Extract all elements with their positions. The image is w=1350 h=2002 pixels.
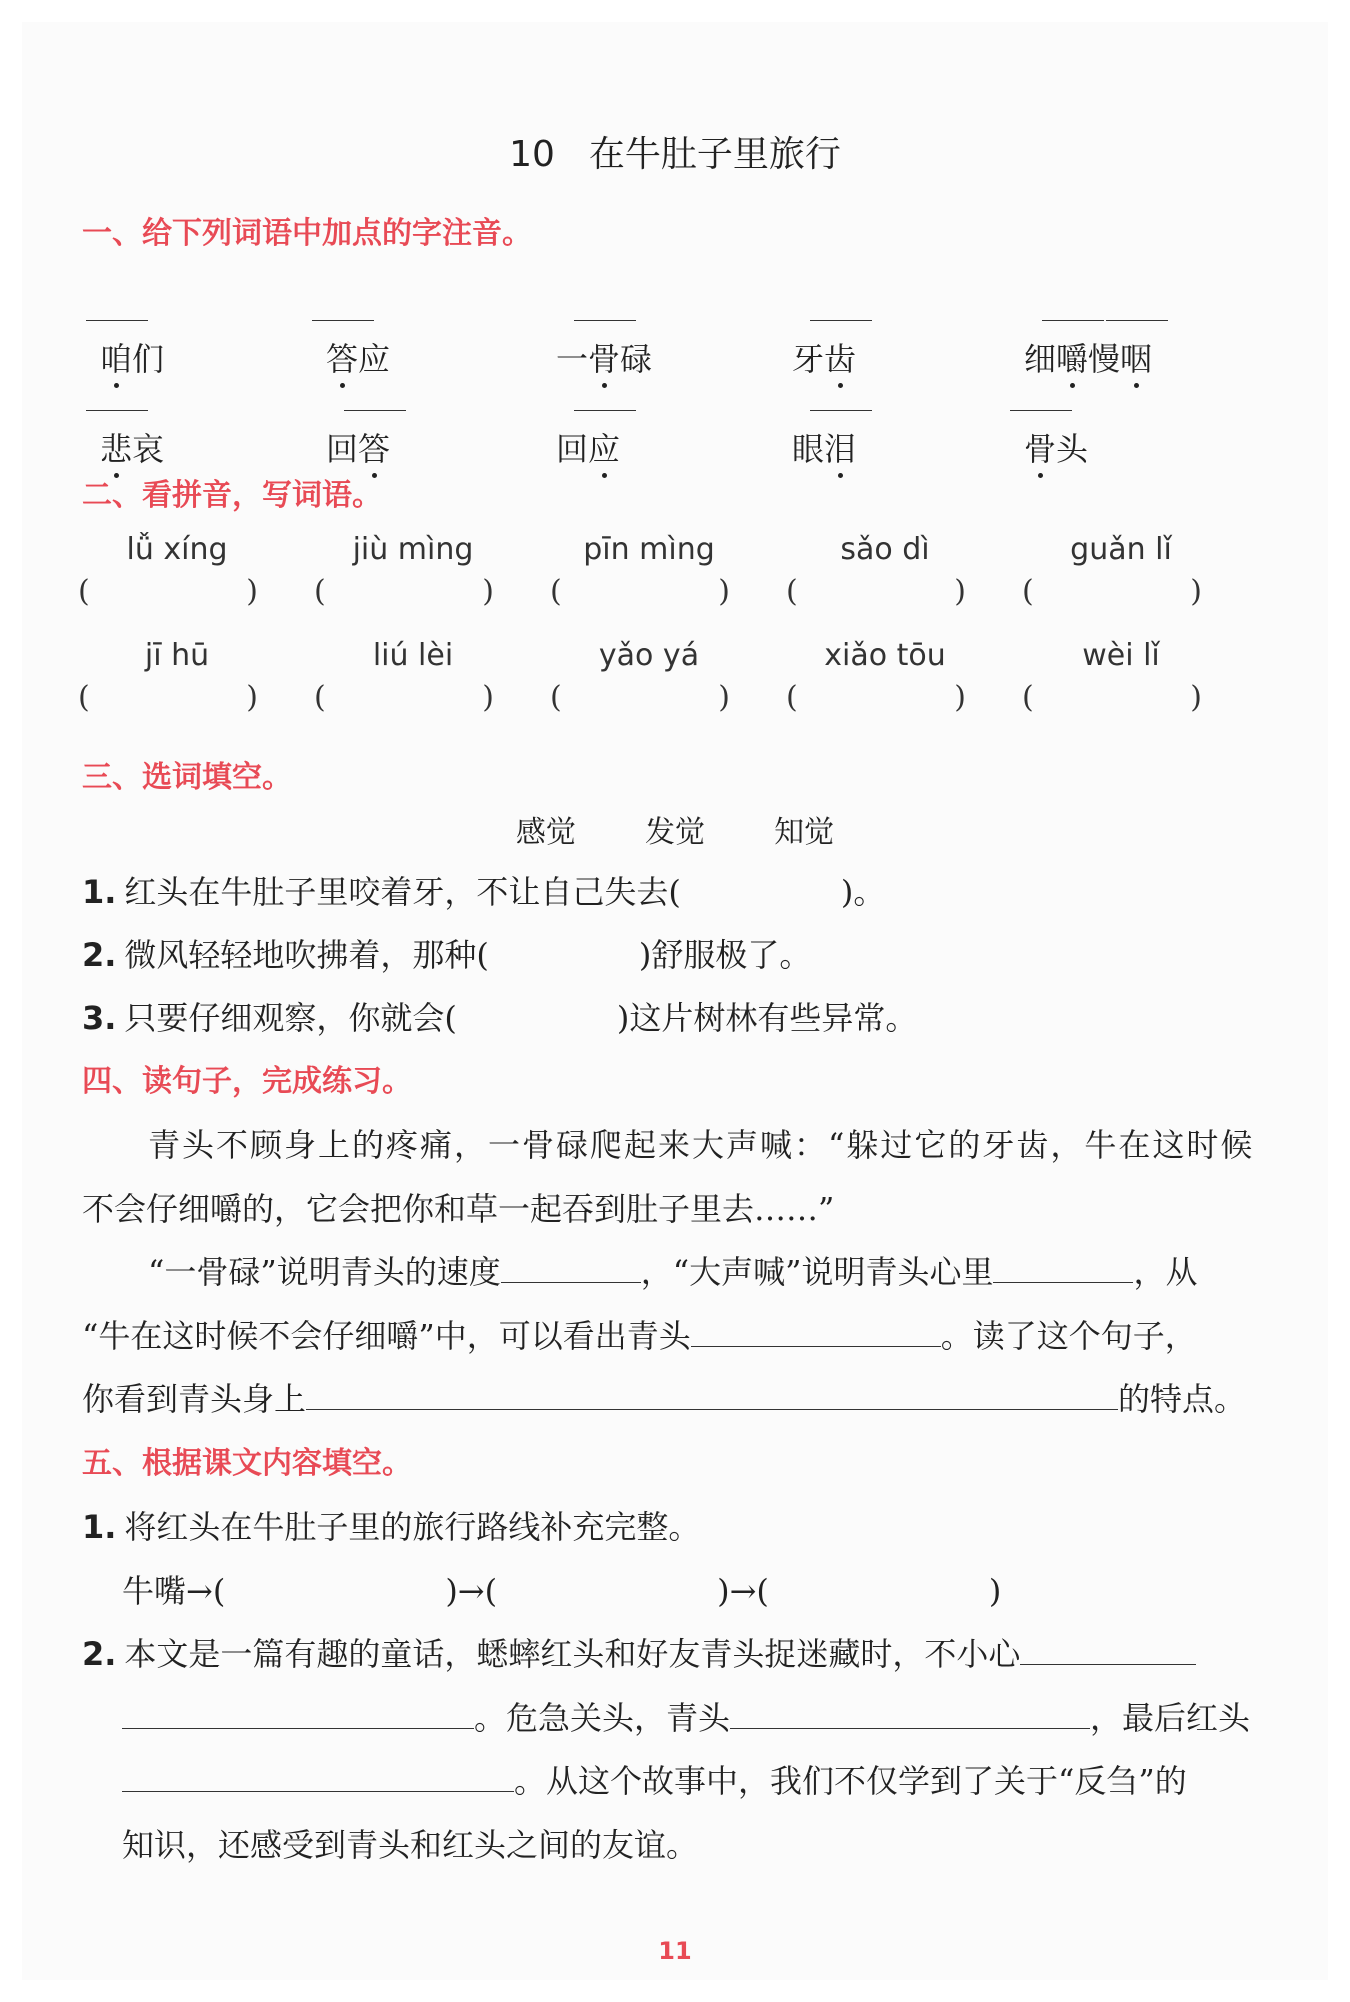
answer-parentheses[interactable] [1022, 680, 1202, 715]
question-text: 将红头在牛肚子里的旅行路线补充完整。 [124, 1508, 701, 1546]
answer-blank[interactable] [306, 1379, 1118, 1410]
fill-line-3 [82, 1374, 1246, 1420]
arrow-icon: → [457, 1572, 485, 1610]
dotted-char: 咱 [100, 334, 132, 380]
dotted-word [1024, 334, 1152, 380]
route-line [122, 1566, 1001, 1612]
question-5-2-line-2 [122, 1693, 1250, 1739]
choice-word: 感觉 [515, 815, 576, 850]
word-char: 头 [1056, 430, 1089, 468]
section-2-heading: 二、看拼音，写词语。 [82, 478, 382, 513]
word-char: 一 [556, 340, 589, 378]
question-text: 只要仔细观察，你就会( [124, 999, 457, 1037]
question-text: 。从这个故事中，我们不仅学到了关于“反刍”的 [514, 1762, 1187, 1800]
dotted-char: 骨 [1024, 424, 1056, 470]
paren-open: ( [550, 680, 562, 715]
pinyin-prompt: sǎo dì [840, 532, 930, 567]
dotted-char: 咽 [1120, 334, 1152, 380]
question-text: 微风轻轻地吹拂着，那种( [124, 936, 489, 974]
word-choices [22, 807, 1328, 851]
paren-open: ( [314, 680, 326, 715]
dotted-char: 悲 [100, 424, 132, 470]
paren-close: ) [718, 574, 730, 609]
word-char: 哀 [132, 430, 165, 468]
answer-parentheses[interactable] [786, 574, 966, 609]
word-char: 应 [358, 340, 391, 378]
answer-blank[interactable] [1020, 1634, 1196, 1665]
fill-text: 。读了这个句子， [940, 1317, 1197, 1355]
lesson-title: 在牛肚子里旅行 [588, 134, 841, 175]
question-5-2-line-4: 知识，还感受到青头和红头之间的友谊。 [122, 1826, 699, 1864]
dotted-word [556, 334, 652, 380]
question-text: 。危急关头，青头 [474, 1699, 731, 1737]
question-text: )舒服极了。 [638, 936, 812, 974]
answer-blank[interactable] [122, 1761, 514, 1792]
answer-blank[interactable] [122, 1698, 474, 1729]
worksheet-page [22, 22, 1328, 1980]
paren-close: ) [445, 1572, 458, 1610]
question-3-1 [82, 867, 885, 913]
pinyin-answer-line[interactable] [86, 320, 148, 321]
fill-line-2 [82, 1311, 1197, 1357]
dotted-char: 泪 [824, 424, 856, 470]
paren-open: ( [756, 1572, 769, 1610]
dotted-char: 骨 [588, 334, 620, 380]
question-number: 1. [82, 1508, 117, 1546]
question-5-2-line-3 [122, 1756, 1187, 1802]
pinyin-answer-line[interactable] [86, 410, 148, 411]
pinyin-answer-line[interactable] [810, 320, 872, 321]
question-number: 1. [82, 873, 117, 911]
word-char: 回 [556, 430, 589, 468]
section-1-heading: 一、给下列词语中加点的字注音。 [82, 216, 532, 251]
pinyin-answer-line[interactable] [344, 410, 406, 411]
dotted-char: 嚼 [1056, 334, 1088, 380]
paren-open: ( [314, 574, 326, 609]
pinyin-prompt: guǎn lǐ [1070, 532, 1172, 567]
answer-blank[interactable] [691, 1316, 941, 1347]
question-5-1 [82, 1502, 700, 1548]
pinyin-answer-line[interactable] [312, 320, 374, 321]
dotted-char: 答 [358, 424, 390, 470]
paren-open: ( [212, 1572, 226, 1610]
question-text: )。 [840, 873, 886, 911]
question-3-2 [82, 930, 811, 976]
paren-close: ) [1190, 574, 1202, 609]
paren-close: ) [954, 574, 966, 609]
paren-close: ) [246, 680, 258, 715]
paren-open: ( [1022, 574, 1034, 609]
fill-text: 的特点。 [1118, 1380, 1247, 1418]
pinyin-prompt: jiù mìng [352, 532, 474, 567]
pinyin-prompt: pīn mìng [583, 532, 715, 567]
paren-open: ( [786, 680, 798, 715]
paren-close: ) [717, 1572, 730, 1610]
question-number: 3. [82, 999, 117, 1037]
page-title [22, 126, 1328, 177]
dotted-word [326, 334, 390, 380]
pinyin-answer-line[interactable] [574, 320, 636, 321]
dotted-word [1024, 424, 1088, 470]
fill-text: 你看到青头身上 [82, 1380, 307, 1418]
word-char: 慢 [1088, 340, 1121, 378]
dotted-word [326, 424, 390, 470]
route-start: 牛嘴 [122, 1572, 187, 1610]
answer-parentheses[interactable] [786, 680, 966, 715]
word-char: 细 [1024, 340, 1057, 378]
question-text: ，最后红头 [1090, 1699, 1251, 1737]
dotted-char: 应 [588, 424, 620, 470]
dotted-word [792, 424, 856, 470]
pinyin-answer-line[interactable] [810, 410, 872, 411]
fill-text: ，“大声喊”说明青头心里 [640, 1253, 994, 1291]
lesson-number: 10 [509, 134, 555, 175]
dotted-char: 答 [326, 334, 358, 380]
paren-close: ) [988, 1572, 1002, 1610]
pinyin-prompt: liú lèi [372, 638, 454, 673]
paren-open: ( [550, 574, 562, 609]
pinyin-answer-line[interactable] [574, 410, 636, 411]
passage-line-1: 青头不顾身上的疼痛，一骨碌爬起来大声喊：“躲过它的牙齿，牛在这时候 [148, 1126, 1255, 1164]
question-5-2-line-1 [82, 1629, 1196, 1675]
paren-open: ( [78, 574, 90, 609]
paren-open: ( [786, 574, 798, 609]
pinyin-prompt: yǎo yá [598, 638, 700, 673]
dotted-word [556, 424, 620, 470]
fill-text: “牛在这时候不会仔细嚼”中，可以看出青头 [82, 1317, 691, 1355]
fill-line-1 [148, 1247, 1197, 1293]
word-char: 眼 [792, 430, 825, 468]
dotted-word [792, 334, 856, 380]
arrow-icon: → [729, 1572, 757, 1610]
paren-open: ( [484, 1572, 498, 1610]
pinyin-prompt: wèi lǐ [1082, 638, 1160, 673]
word-char: 回 [326, 430, 359, 468]
question-text: 红头在牛肚子里咬着牙，不让自己失去( [124, 873, 681, 911]
passage-line-2: 不会仔细嚼的，它会把你和草一起吞到肚子里去……” [82, 1190, 835, 1228]
word-char: 碌 [620, 340, 653, 378]
answer-blank[interactable] [993, 1252, 1133, 1283]
page-number: 11 [658, 1937, 692, 1965]
pinyin-prompt: jī hū [144, 638, 210, 673]
question-number: 2. [82, 936, 117, 974]
answer-parentheses[interactable] [314, 574, 494, 609]
pinyin-answer-line[interactable] [1106, 320, 1168, 321]
paren-close: ) [954, 680, 966, 715]
word-char: 牙 [792, 340, 825, 378]
fill-text: “一骨碌”说明青头的速度 [148, 1253, 501, 1291]
pinyin-prompt: xiǎo tōu [824, 638, 946, 673]
answer-parentheses[interactable] [550, 680, 730, 715]
answer-parentheses[interactable] [1022, 574, 1202, 609]
arrow-icon: → [186, 1572, 213, 1610]
section-4-heading: 四、读句子，完成练习。 [82, 1064, 412, 1099]
paren-close: ) [482, 574, 494, 609]
answer-blank[interactable] [730, 1698, 1090, 1729]
paren-close: ) [482, 680, 494, 715]
fill-text: ，从 [1133, 1253, 1198, 1291]
question-text: 本文是一篇有趣的童话，蟋蟀红头和好友青头捉迷藏时，不小心 [124, 1635, 1021, 1673]
choice-word: 发觉 [645, 815, 705, 850]
pinyin-answer-line[interactable] [1010, 410, 1072, 411]
choice-word: 知觉 [774, 815, 835, 850]
dotted-char: 齿 [824, 334, 856, 380]
answer-parentheses[interactable] [78, 680, 258, 715]
paren-close: ) [718, 680, 730, 715]
section-3-heading: 三、选词填空。 [82, 760, 292, 795]
question-3-3 [82, 993, 917, 1039]
paren-open: ( [1022, 680, 1034, 715]
paren-close: ) [246, 574, 258, 609]
paren-open: ( [78, 680, 90, 715]
word-char: 们 [132, 340, 165, 378]
answer-blank[interactable] [501, 1252, 641, 1283]
answer-parentheses[interactable] [78, 574, 258, 609]
dotted-word [100, 334, 164, 380]
answer-parentheses[interactable] [314, 680, 494, 715]
section-5-heading: 五、根据课文内容填空。 [82, 1446, 412, 1481]
dotted-word [100, 424, 164, 470]
answer-parentheses[interactable] [550, 574, 730, 609]
question-number: 2. [82, 1635, 117, 1673]
question-text: )这片树林有些异常。 [616, 999, 918, 1037]
pinyin-prompt: lǚ xíng [126, 532, 228, 567]
pinyin-answer-line[interactable] [1042, 320, 1104, 321]
paren-close: ) [1190, 680, 1202, 715]
